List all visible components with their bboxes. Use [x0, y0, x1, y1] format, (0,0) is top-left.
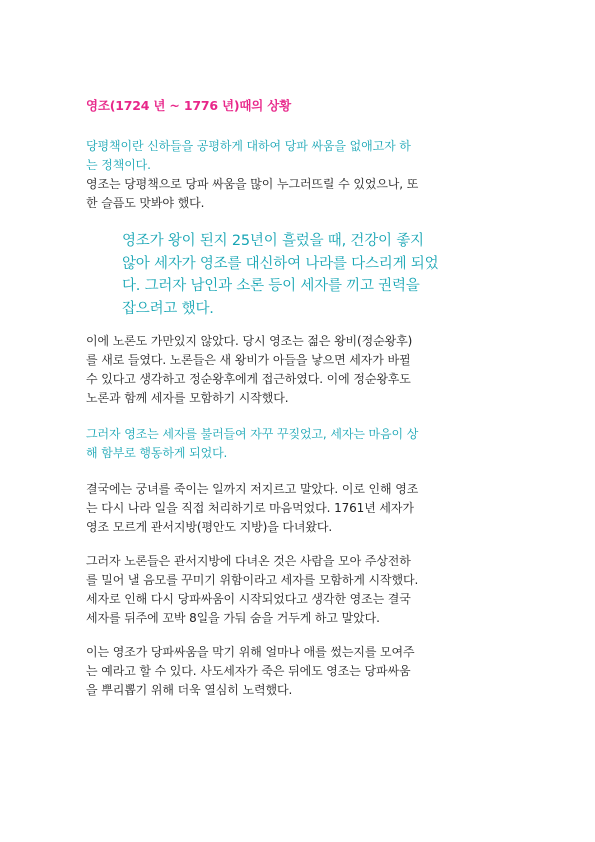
text-line: 세자로 인해 다시 당파싸움이 시작되었다고 생각한 영조는 결국	[86, 592, 411, 606]
text-line: 영조 모르게 관서지방(평안도 지방)을 다녀왔다.	[86, 520, 333, 534]
text-line: 노론과 함께 세자를 모함하기 시작했다.	[86, 391, 289, 405]
quote-line: 않아 세자가 영조를 대신하여 나라를 다스리게 되었	[122, 255, 439, 272]
paragraph-scolding	[86, 425, 514, 463]
text-line: 이에 노론도 가만있지 않았다. 당시 영조는 젊은 왕비(정순왕후)	[86, 334, 413, 348]
text-line: 그러자 영조는 세자를 불러들여 자꾸 꾸짖었고, 세자는 마음이 상	[86, 427, 419, 441]
text-line: 세자를 뒤주에 꼬박 8일을 가둬 숨을 거두게 하고 말았다.	[86, 611, 380, 625]
text-line: 그러자 노론들은 관서지방에 다녀온 것은 사람을 모아 주상전하	[86, 554, 411, 568]
text-line: 는 정책이다.	[86, 158, 151, 172]
paragraph-noron	[86, 332, 514, 408]
paragraph-definition	[86, 137, 514, 175]
quote-line: 잡으려고 했다.	[122, 300, 214, 317]
paragraph-sorrow	[86, 175, 514, 213]
text-line: 이는 영조가 당파싸움을 막기 위해 얼마나 애를 썼는지를 모여주	[86, 645, 415, 659]
text-line: 영조는 당평책으로 당파 싸움을 많이 누그러뜨릴 수 있었으나, 또	[86, 177, 419, 191]
quote-line: 영조가 왕이 된지 25년이 흘렀을 때, 건강이 좋지	[122, 233, 424, 249]
text-line: 수 있다고 생각하고 정순왕후에게 접근하였다. 이에 정순왕후도	[86, 372, 411, 386]
highlighted-quote	[122, 230, 522, 320]
quote-line: 다. 그러자 남인과 소론 등이 세자를 끼고 권력을	[122, 278, 420, 294]
paragraph-consequence	[86, 480, 514, 537]
paragraph-slander	[86, 552, 514, 628]
text-line: 을 뿌리뽑기 위해 더욱 열심히 노력했다.	[86, 683, 293, 697]
text-line: 해 함부로 행동하게 되었다.	[86, 446, 228, 460]
paragraph-conclusion	[86, 643, 514, 700]
text-line: 한 슬픔도 맛봐야 했다.	[86, 196, 205, 210]
text-line: 는 다시 나라 일을 직접 처리하기로 마음먹었다. 1761년 세자가	[86, 501, 414, 515]
page-title: 영조(1724 년 ~ 1776 년)때의 상황	[86, 98, 292, 113]
text-line: 결국에는 궁녀를 죽이는 일까지 저지르고 말았다. 이로 인해 영조	[86, 482, 419, 496]
text-line: 를 새로 들였다. 노론들은 새 왕비가 아들을 낳으면 세자가 바뀔	[86, 353, 411, 367]
text-line: 를 밀어 낼 음모를 꾸미기 위함이라고 세자를 모함하게 시작했다.	[86, 573, 419, 587]
text-line: 당평책이란 신하들을 공평하게 대하여 당파 싸움을 없애고자 하	[86, 139, 411, 153]
text-line: 는 예라고 할 수 있다. 사도세자가 죽은 뒤에도 영조는 당파싸움	[86, 664, 411, 678]
